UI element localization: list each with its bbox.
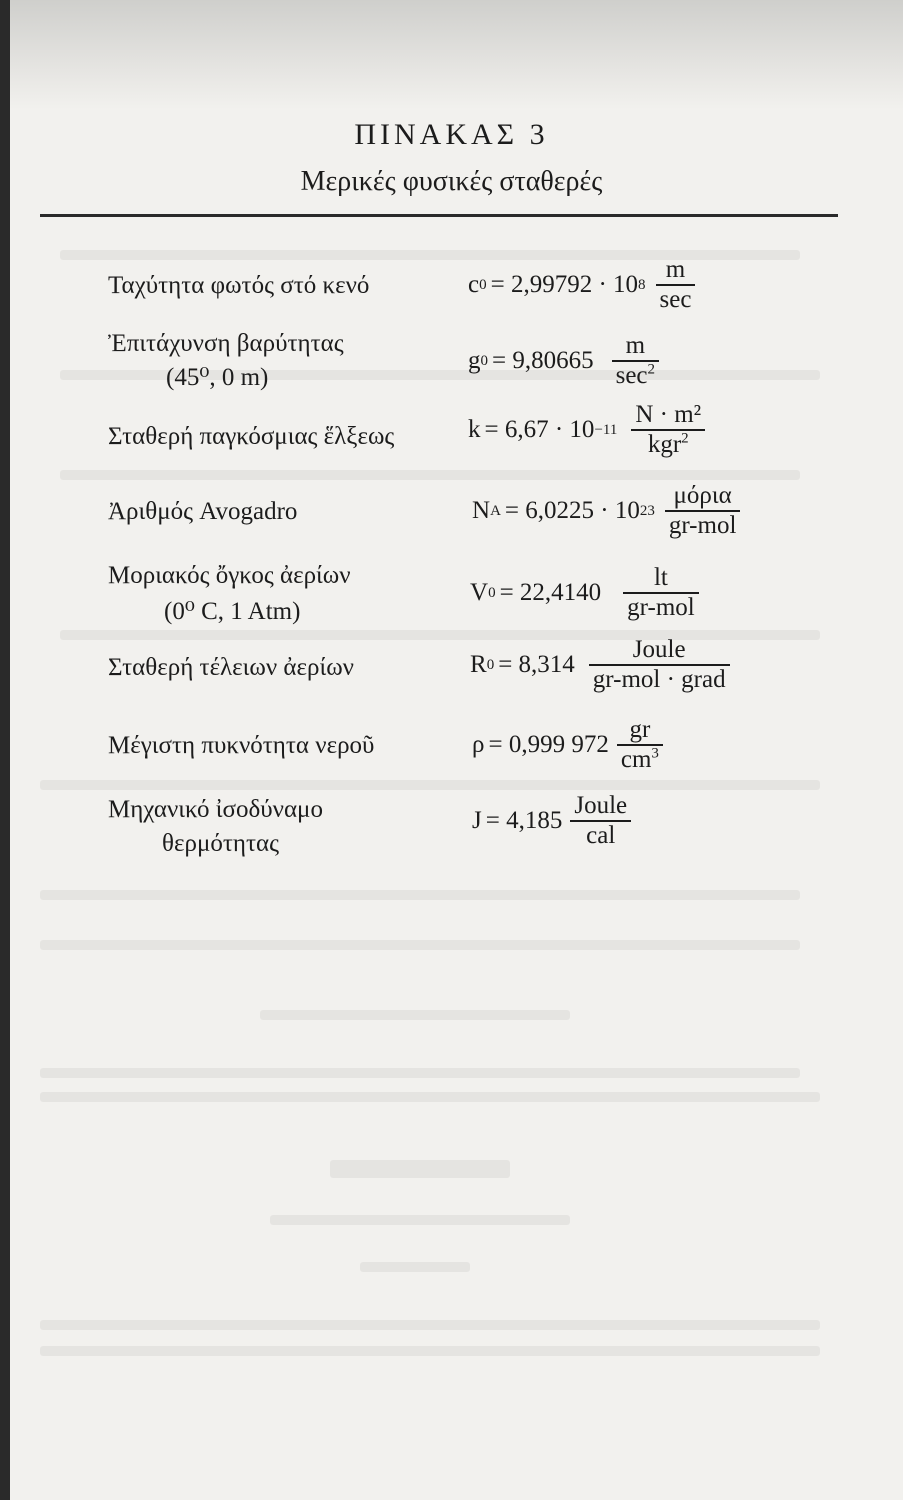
unit-fraction: $\frac{lt}{\text{gr-mol}}$ <box>623 564 699 622</box>
unit-fraction: $\frac{\text{N · m²}}{kgr^2}$ <box>631 401 705 459</box>
constant-label: Μηχανικό ἰσοδύναμο <box>108 796 323 823</box>
constant-formula: R 0 = 8,314 $\frac{\text{Joule}}{\text{gr-mol · grad}}$ <box>470 636 730 694</box>
constant-formula: c 0 = 2,99792 · 10 8 $\frac{m}{\sec}$ <box>468 256 695 314</box>
constant-formula: g 0 = 9,80665 $\frac{m}{\sec^2}$ <box>468 332 659 390</box>
constant-formula: V 0 = 22,4140 $\frac{lt}{\text{gr-mol}}$ <box>470 564 699 622</box>
constant-label-note: (0⁰ C, 1 Atm) <box>164 598 301 625</box>
constant-formula: ρ = 0,999 972 $\frac{gr}{cm^3}$ <box>472 716 663 774</box>
unit-fraction: $\frac{gr}{cm^3}$ <box>617 716 663 774</box>
header-rule <box>40 214 838 217</box>
constant-label: Μοριακός ὄγκος ἀερίων <box>108 562 351 589</box>
constant-label: Ἐπιτάχυνση βαρύτητας <box>108 330 344 357</box>
unit-fraction: $\frac{\text{Joule}}{\text{cal}}$ <box>570 792 631 850</box>
constant-label: Ταχύτητα φωτός στό κενό <box>108 272 370 299</box>
constant-formula: J = 4,185 $\frac{\text{Joule}}{\text{cal}}$ <box>472 792 631 850</box>
unit-fraction: $\frac{\text{μόρια}}{\text{gr-mol}}$ <box>665 482 741 540</box>
constant-label: Μέγιστη πυκνότητα νεροῦ <box>108 732 375 759</box>
constant-label-note: (45⁰, 0 m) <box>166 364 269 391</box>
unit-fraction: $\frac{m}{\sec^2}$ <box>612 332 659 390</box>
unit-fraction: $\frac{\text{Joule}}{\text{gr-mol · grad}}$ <box>589 636 730 694</box>
constant-label-note: θερμότητας <box>162 830 280 857</box>
constant-label: Σταθερή τέλειων ἀερίων <box>108 654 354 681</box>
table-subtitle: Μερικές φυσικές σταθερές <box>300 166 603 197</box>
constant-formula: N A = 6,0225 · 10 23 $\frac{\text{μόρια}}{\text{gr-mol}}$ <box>472 482 740 540</box>
unit-fraction: $\frac{m}{\sec}$ <box>656 256 696 314</box>
constant-formula: k = 6,67 · 10 −11 $\frac{\text{N · m²}}{kgr^2}$ <box>468 401 705 459</box>
table-title: ΠΙΝΑΚΑΣ 3 <box>354 118 549 151</box>
constant-label: Ἀριθμός Avogadro <box>108 498 298 525</box>
constant-label: Σταθερή παγκόσμιας ἕλξεως <box>108 423 395 450</box>
